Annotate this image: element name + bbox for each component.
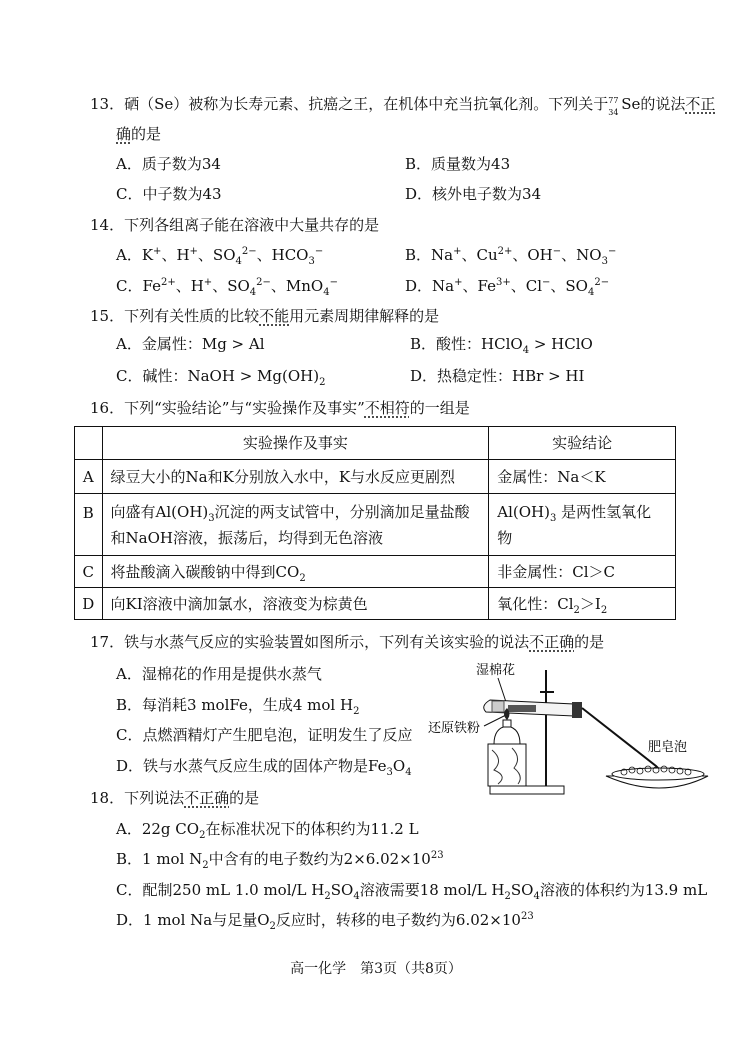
q18-option-c: C．配制250 mL 1.0 mol/L $H_2SO_4$溶液需要18 mol/L $H_2SO_4$溶液的体积约为13.9 mL <box>116 881 708 902</box>
table-header-operation: 实验操作及事实 <box>102 427 489 460</box>
nuclide-notation: 77 34 <box>608 96 619 117</box>
table-row <box>75 460 676 494</box>
q15-option-b: B．酸性：HClO$_4$ > HClO <box>410 335 593 356</box>
q13-stem: 13．硒（Se）被称为长寿元素、抗癌之王，在机体中充当抗氧化剂。下列关于 77 34 Se的说法不正 <box>90 95 716 117</box>
alcohol-lamp <box>494 726 520 744</box>
table-header-conclusion: 实验结论 <box>489 427 676 460</box>
q17-option-d: D．铁与水蒸气反应生成的固体产物是$Fe_3O_4$ <box>116 757 412 778</box>
row-conclusion: $Al(OH)_3$ 是两性氢氧化 物 <box>489 494 676 556</box>
q13-option-d: D．核外电子数为34 <box>405 185 542 203</box>
q18-option-d: D．1 mol Na与足量$O_2$反应时，转移的电子数约为$6.02\times 10^{23}$ <box>116 911 534 932</box>
table-row <box>75 588 676 620</box>
table-row <box>75 494 676 556</box>
cotton-plug <box>492 701 504 712</box>
q18-stem: 18．下列说法不正确的是 <box>90 789 260 807</box>
q14-stem: 14．下列各组离子能在溶液中大量共存的是 <box>90 216 380 234</box>
pointer-line <box>498 678 506 702</box>
q15-option-a: A．金属性：Mg > Al <box>116 335 265 353</box>
row-conclusion: 非金属性：Cl＞C <box>489 556 676 588</box>
q15-option-c: C．碱性：NaOH > $Mg(OH)_2$ <box>116 367 326 388</box>
label-soap-bubble: 肥皂泡 <box>648 739 688 754</box>
row-label: A <box>75 460 103 494</box>
stand-base <box>490 786 564 794</box>
q14-option-c: C．$Fe^{2+}$、H+、$SO_4^{2-}$、MnO$_4$− <box>116 277 338 298</box>
row-label: C <box>75 556 103 588</box>
q17-option-b: B．每消耗3 molFe，生成4 mol $H_2$ <box>116 696 360 717</box>
label-iron-powder: 还原铁粉 <box>428 720 481 735</box>
page-footer: 高一化学 第3页（共8页） <box>290 961 462 977</box>
q15-stem: 15．下列有关性质的比较不能用元素周期律解释的是 <box>90 307 440 325</box>
lamp-wick <box>503 720 511 727</box>
row-conclusion: 氧化性：$Cl_2>I_2$ <box>489 588 676 620</box>
row-operation: 绿豆大小的Na和K分别放入水中，K与水反应更剧烈 <box>102 460 489 494</box>
q15-option-d: D．热稳定性：HBr > HI <box>410 367 585 385</box>
q14-option-b: B．Na+、$Cu^{2+}$、OH−、$NO_3^-$ <box>405 246 617 267</box>
q16-stem: 16．下列“实验结论”与“实验操作及事实”不相符的一组是 <box>90 399 470 417</box>
q18-option-a: A．22g $CO_2$在标准状况下的体积约为11.2 L <box>116 820 419 841</box>
table-header-row <box>75 427 676 460</box>
q13-option-b: B．质量数为43 <box>405 155 511 173</box>
row-conclusion: 金属性：Na＜K <box>489 460 676 494</box>
q13-stem-line2: 确的是 <box>116 125 162 143</box>
stopper <box>572 702 582 718</box>
q13-option-a: A．质子数为34 <box>116 155 221 173</box>
q13-option-c: C．中子数为43 <box>116 185 222 203</box>
q17-stem: 17．铁与水蒸气反应的实验装置如图所示，下列有关该实验的说法不正确的是 <box>90 633 605 651</box>
apparatus-diagram <box>428 658 714 800</box>
row-label: D <box>75 588 103 620</box>
row-label: B <box>75 494 103 556</box>
row-operation: 将盐酸滴入碳酸钠中得到$CO_2$ <box>102 556 489 588</box>
row-operation: 向盛有$Al(OH)_3$沉淀的两支试管中，分别滴加足量盐酸 和NaOH溶液，振荡后，均得到无色溶液 <box>102 494 489 556</box>
experiment-table <box>74 426 676 620</box>
q14-option-a: A．K+、H+、$SO_4^{2-}$、$HCO_3^-$ <box>116 246 324 267</box>
q14-option-d: D．Na+、$Fe^{3+}$、Cl−、$SO_4^{2-}$ <box>405 277 610 298</box>
q18-option-b: B．1 mol $N_2$中含有的电子数约为$2\times 6.02\times 10^{23}$ <box>116 850 444 871</box>
iron-powder <box>508 705 536 712</box>
label-wet-cotton: 湿棉花 <box>476 662 516 677</box>
table-row <box>75 556 676 588</box>
row-operation: 向KI溶液中滴加氯水，溶液变为棕黄色 <box>102 588 489 620</box>
q17-option-c: C．点燃酒精灯产生肥皂泡，证明发生了反应 <box>116 726 413 744</box>
table-header-blank <box>75 427 103 460</box>
q17-option-a: A．湿棉花的作用是提供水蒸气 <box>116 665 322 683</box>
